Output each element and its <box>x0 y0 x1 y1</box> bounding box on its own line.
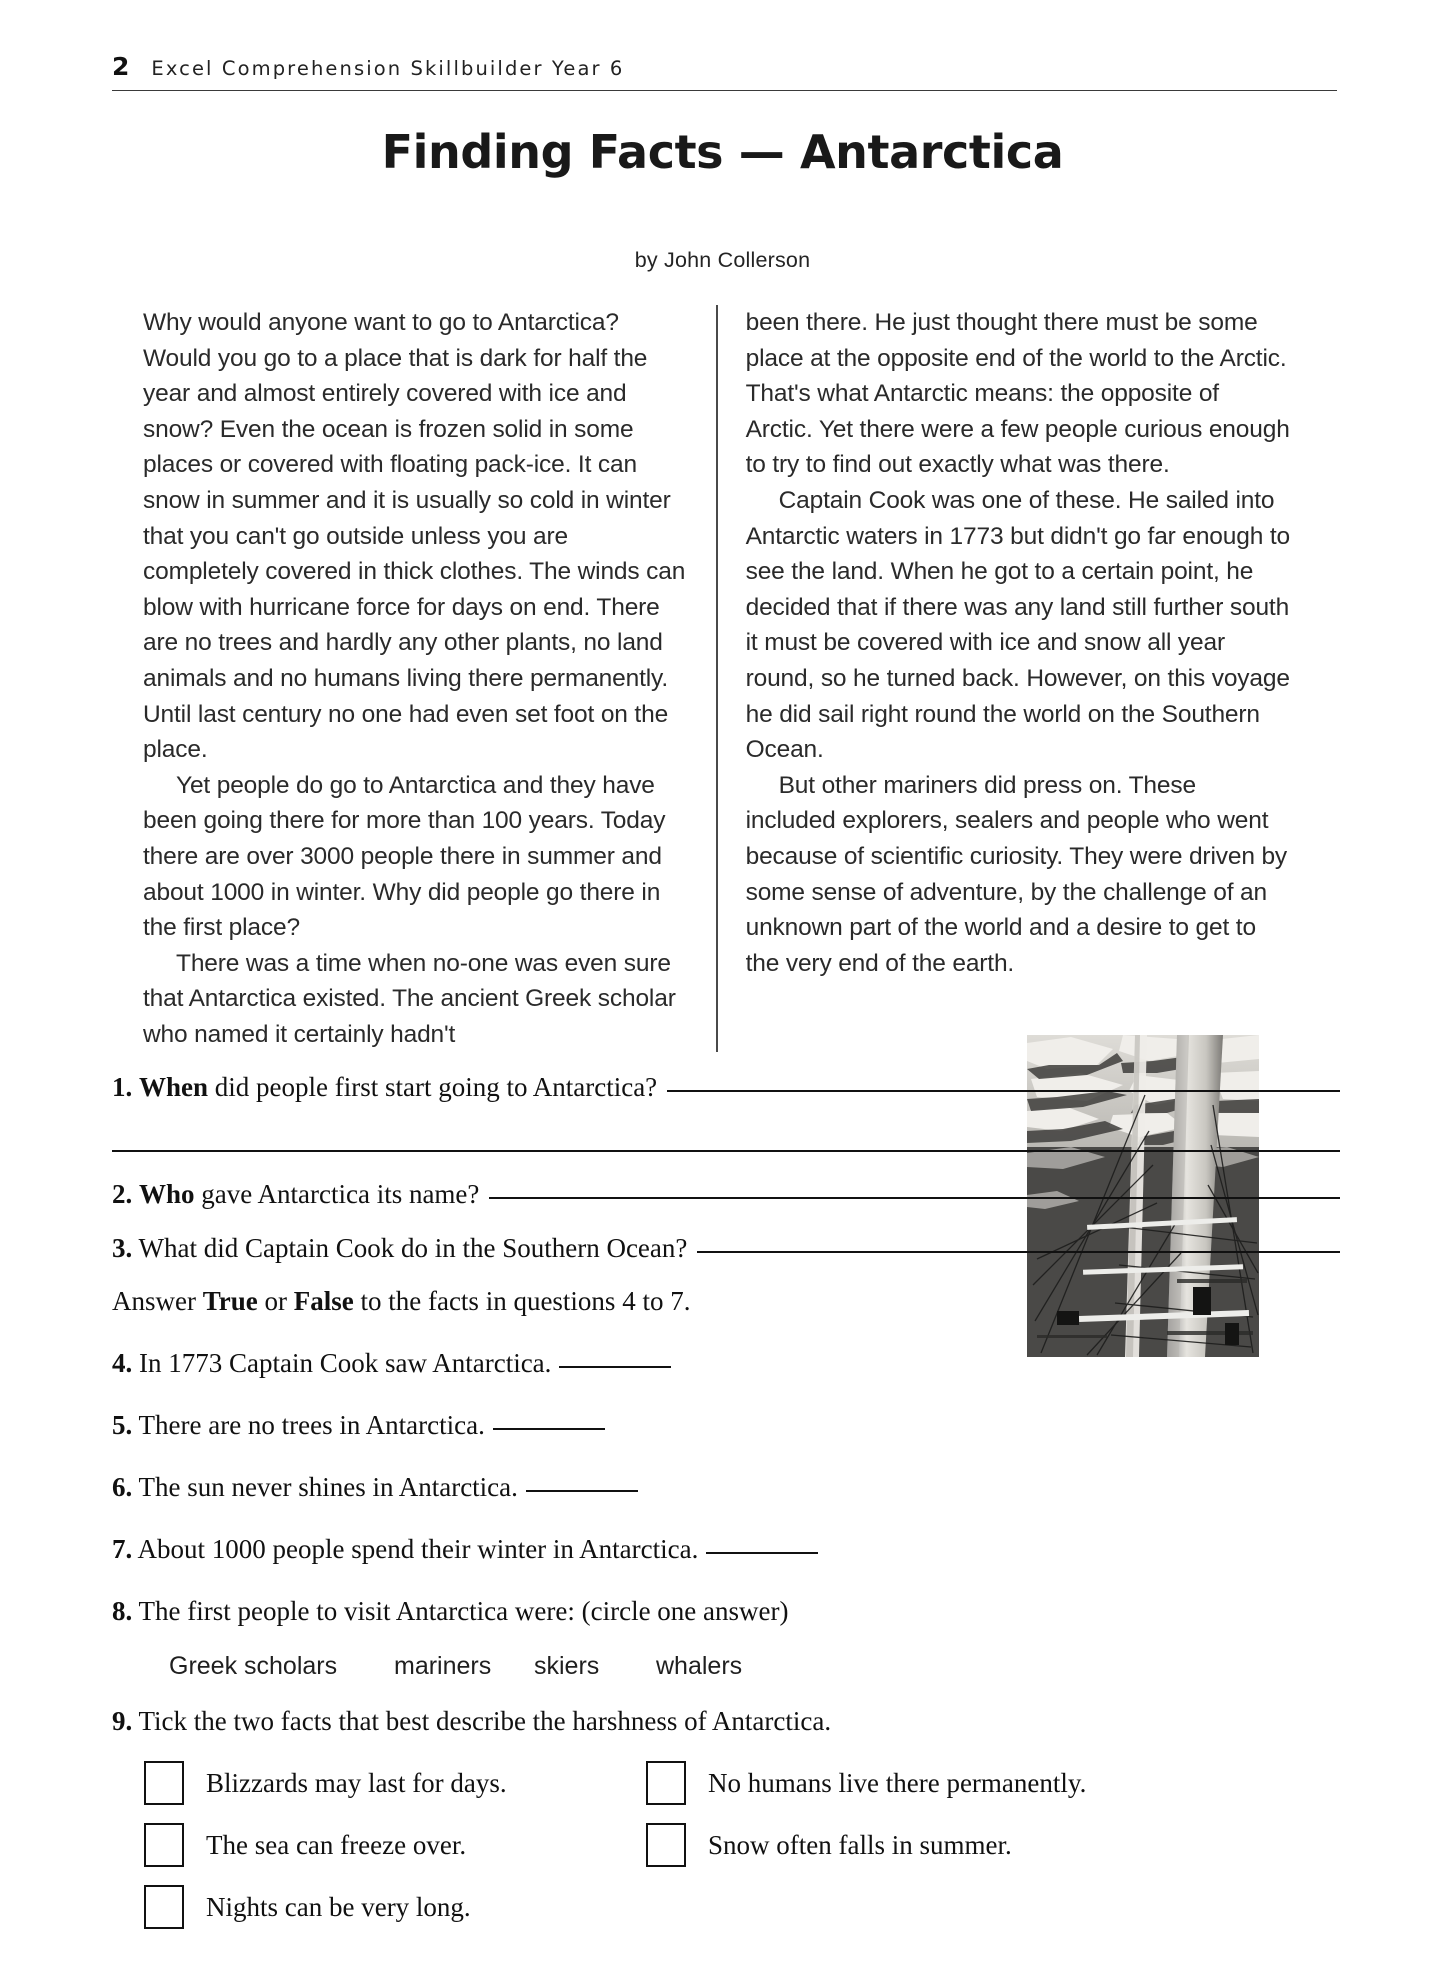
tick-label: Snow often falls in summer. <box>708 1829 1012 1860</box>
option-greek-scholars[interactable]: Greek scholars <box>169 1652 338 1680</box>
tick-row <box>112 1752 1340 1814</box>
paragraph: There was a time when no-one was even sure that Antarctica existed. The ancient Greek scholar who named it certainly hadn't <box>143 949 676 1048</box>
article-byline: by John Collerson <box>634 248 811 272</box>
question-1-text: 1. When did people first start going to Antarctica? <box>112 1072 658 1102</box>
paragraph: Captain Cook was one of these. He sailed into Antarctic waters in 1773 but didn't go far enough to see the land. When he got to a certain point, he decided that if there was any land still further south it must be covered with ice and snow all year round, so he turned back. However, on this voyage he did sail right round the world on the Southern Ocean. <box>745 486 1290 764</box>
tick-row <box>112 1814 1340 1876</box>
question-3-text: 3. What did Captain Cook do in the Southern Ocean? <box>112 1233 688 1263</box>
tick-label: No humans live there permanently. <box>708 1767 1087 1798</box>
tick-option[interactable] <box>614 1823 1116 1867</box>
answer-line-2[interactable] <box>489 1197 1340 1199</box>
tick-option[interactable] <box>112 1761 614 1805</box>
checkbox-icon[interactable] <box>646 1761 686 1805</box>
paragraph: But other mariners did press on. These included explorers, sealers and people who went because of scientific curiosity. They were driven by some sense of adventure, by the challenge of an unknown part of the world and a desire to get to the very end of the earth. <box>745 771 1288 977</box>
checkbox-icon[interactable] <box>144 1885 184 1929</box>
article-body <box>143 305 1295 1052</box>
page-number: 2 <box>112 52 130 81</box>
paragraph: Why would anyone want to go to Antarctica? Would you go to a place that is dark for half the year and almost entirely covered with ice and snow? Even the ocean is frozen solid in some places or covered with floating pack-ice. It can snow in summer and it is usually so cold in winter that you can't go outside unless you are completely covered in thick clothes. The winds can blow with hurricane force for days on end. There are no trees and hardly any other plants, no land animals and no humans living there permanently. Until last century no one had even set foot on the place. <box>143 309 686 764</box>
option-skiers[interactable]: skiers <box>534 1652 600 1680</box>
checkbox-icon[interactable] <box>144 1761 184 1805</box>
answer-blank-6[interactable] <box>526 1490 638 1492</box>
tick-option[interactable] <box>614 1761 1116 1805</box>
question-1 <box>112 1072 1340 1104</box>
question-3 <box>112 1233 1340 1265</box>
answer-blank-7[interactable] <box>706 1552 818 1554</box>
question-5: 5. There are no trees in Antarctica. <box>112 1410 605 1442</box>
question-6: 6. The sun never shines in Antarctica. <box>112 1472 638 1504</box>
checkbox-icon[interactable] <box>646 1823 686 1867</box>
tick-option[interactable] <box>112 1823 614 1867</box>
question-8: 8. The first people to visit Antarctica were: (circle one answer) <box>112 1596 789 1626</box>
question-7: 7. About 1000 people spend their winter in Antarctica. <box>112 1534 818 1566</box>
running-header <box>112 52 1337 91</box>
checkbox-icon[interactable] <box>144 1823 184 1867</box>
answer-line-3[interactable] <box>697 1251 1340 1253</box>
true-false-instruction: Answer True or False to the facts in questions 4 to 7. <box>112 1286 691 1316</box>
answer-blank-4[interactable] <box>559 1366 671 1368</box>
question-4: 4. In 1773 Captain Cook saw Antarctica. <box>112 1348 671 1380</box>
question-9: 9. Tick the two facts that best describe the harshness of Antarctica. <box>112 1706 832 1736</box>
question-2 <box>112 1179 1340 1211</box>
book-title: Excel Comprehension Skillbuilder Year 6 <box>151 57 625 80</box>
tick-label: The sea can freeze over. <box>206 1829 467 1860</box>
answer-blank-5[interactable] <box>493 1428 605 1430</box>
question-9-tick-grid <box>112 1752 1340 1938</box>
option-whalers[interactable]: whalers <box>656 1652 743 1680</box>
article-column-right <box>718 305 1291 1052</box>
tick-row <box>112 1876 1340 1938</box>
article-title: Finding Facts — Antarctica <box>381 125 1064 179</box>
article-column-left <box>143 305 716 1052</box>
question-8-options <box>169 1652 742 1681</box>
answer-line-1b[interactable] <box>112 1150 1340 1152</box>
tick-label: Nights can be very long. <box>206 1891 471 1922</box>
paragraph: Yet people do go to Antarctica and they have been going there for more than 100 years. Today there are over 3000 people there in summer and about 1000 in winter. Why did people go there in the first place? <box>143 771 666 942</box>
tick-option[interactable] <box>112 1885 614 1929</box>
tick-label: Blizzards may last for days. <box>206 1767 507 1798</box>
paragraph: been there. He just thought there must be some place at the opposite end of the world to the Arctic. That's what Antarctic means: the opposite of Arctic. Yet there were a few people curious enough to try to find out exactly what was there. <box>745 309 1290 479</box>
option-mariners[interactable]: mariners <box>394 1652 492 1680</box>
question-2-text: 2. Who gave Antarctica its name? <box>112 1179 480 1209</box>
answer-line-1a[interactable] <box>667 1090 1340 1092</box>
